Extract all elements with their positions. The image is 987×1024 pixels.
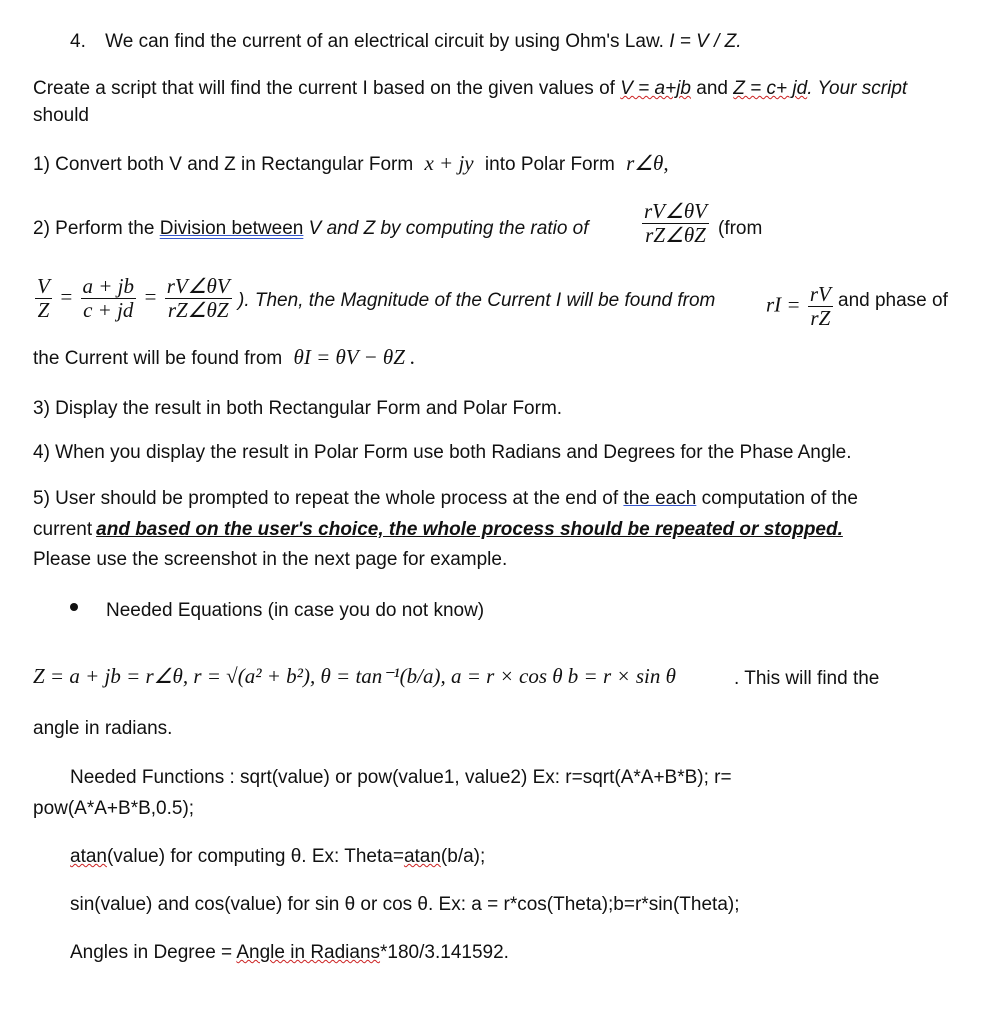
- functions-line-3: sin(value) and cos(value) for sin θ or cos θ. Ex: a = r*cos(Theta);b=r*sin(Theta);: [70, 894, 740, 915]
- functions-line-4: [70, 941, 509, 965]
- ri-label: rI =: [766, 292, 801, 317]
- ri-numerator: rV: [809, 282, 831, 306]
- step-5-line-1: [33, 487, 858, 511]
- angle-radians-text: angle in radians.: [33, 718, 173, 739]
- angle-in-radians: Angle in Radians: [236, 942, 381, 963]
- task-line-1: [33, 77, 907, 101]
- rectangular-form: x + jy: [424, 151, 474, 175]
- and-phase-text: and phase of: [838, 290, 948, 311]
- ratio-denominator: rZ∠θZ: [645, 223, 706, 248]
- functions-line-2: [70, 845, 485, 869]
- eq-ajb: a + jb: [82, 274, 135, 298]
- step-1-text: 1) Convert both V and Z in Rectangular Form: [33, 154, 414, 175]
- equations-formula: Z = a + jb = r∠θ, r = √(a² + b²), θ = tan⁻¹(b/a), a = r × cos θ b = r × sin θ: [33, 664, 676, 688]
- atan-word-2: atan: [403, 846, 441, 867]
- division-link[interactable]: Division between: [159, 218, 304, 239]
- atan-word: atan: [70, 846, 107, 867]
- v-over-z-equation: $\frac{V}{Z}$ = $\frac{a + jb}{c + jd}$ = $\frac{rV\angle\theta V}{rZ\angle\theta Z}$: [37, 274, 230, 323]
- phase-text: the Current will be found from: [33, 348, 283, 369]
- ratio-fraction: [640, 200, 711, 247]
- step-2: [33, 217, 589, 241]
- step-5-line-2: [33, 518, 843, 542]
- functions-line-2-text: (value) for computing θ. Ex: Theta=: [106, 846, 404, 867]
- ratio-numerator: rV∠θV: [644, 199, 707, 223]
- task-end: . Your script: [807, 78, 908, 99]
- phase-line: [33, 344, 415, 371]
- question-header: [70, 30, 742, 54]
- z-definition: Z = c+ jd: [733, 78, 808, 99]
- phase-equation: θI = θV − θZ .: [293, 345, 416, 369]
- magnitude-text: [238, 289, 715, 313]
- v-definition: V = a+jb: [620, 78, 691, 99]
- functions-line-1: Needed Functions : sqrt(value) or pow(value1, value2) Ex: r=sqrt(A*A+B*B); r=: [70, 767, 732, 788]
- task-line-2: should: [33, 105, 89, 126]
- from-text: (from: [718, 218, 763, 239]
- bullet-dot: [70, 603, 78, 611]
- equations-tail: . This will find the: [734, 668, 880, 689]
- step-5-text-b: computation of the: [701, 488, 858, 509]
- eq-z: Z: [37, 298, 50, 323]
- step-1: [33, 150, 669, 177]
- step-5-bold-text: and based on the user's choice, the whole process should be repeated or stopped.: [96, 519, 843, 540]
- angles-degree-label: Angles in Degree =: [70, 942, 237, 963]
- step-5-current: current: [33, 519, 93, 540]
- step-4: 4) When you display the result in Polar Form use both Radians and Degrees for the Phase Angle.: [33, 442, 852, 463]
- question-intro: We can find the current of an electrical circuit by using Ohm's Law.: [105, 31, 664, 52]
- step-1-mid: into Polar Form: [484, 154, 615, 175]
- equations-line: [33, 663, 676, 689]
- ri-formula: [766, 283, 835, 330]
- needed-equations-heading: Needed Equations (in case you do not know): [106, 600, 485, 621]
- ohm-formula: I = V / Z.: [669, 31, 742, 52]
- and-word: and: [696, 78, 728, 99]
- question-number: 4.: [70, 31, 86, 52]
- eq-rv-theta: rV∠θV: [166, 274, 230, 298]
- degree-conversion: *180/3.141592.: [380, 942, 509, 963]
- step-2-text-a: 2) Perform the: [33, 218, 155, 239]
- the-each-link[interactable]: the each: [623, 488, 697, 509]
- eq-rz-theta: rZ∠θZ: [167, 298, 229, 323]
- ri-denominator: rZ: [810, 306, 831, 331]
- eq-v: V: [37, 274, 50, 298]
- eq-cjd: c + jd: [83, 298, 134, 323]
- polar-form: r∠θ,: [626, 151, 669, 175]
- step-5-line-3: Please use the screenshot in the next page for example.: [33, 549, 508, 570]
- functions-line-1b: pow(A*A+B*B,0.5);: [33, 798, 195, 819]
- magnitude-sentence: ). Then, the Magnitude of the Current I will be found from: [238, 290, 716, 311]
- functions-line-2-end: (b/a);: [440, 846, 486, 867]
- task-text: Create a script that will find the current I based on the given values of: [33, 78, 615, 99]
- step-3: 3) Display the result in both Rectangular Form and Polar Form.: [33, 398, 563, 419]
- step-5-text-a: 5) User should be prompted to repeat the whole process at the end of: [33, 488, 619, 509]
- step-2-text-b: V and Z by computing the ratio of: [308, 218, 589, 239]
